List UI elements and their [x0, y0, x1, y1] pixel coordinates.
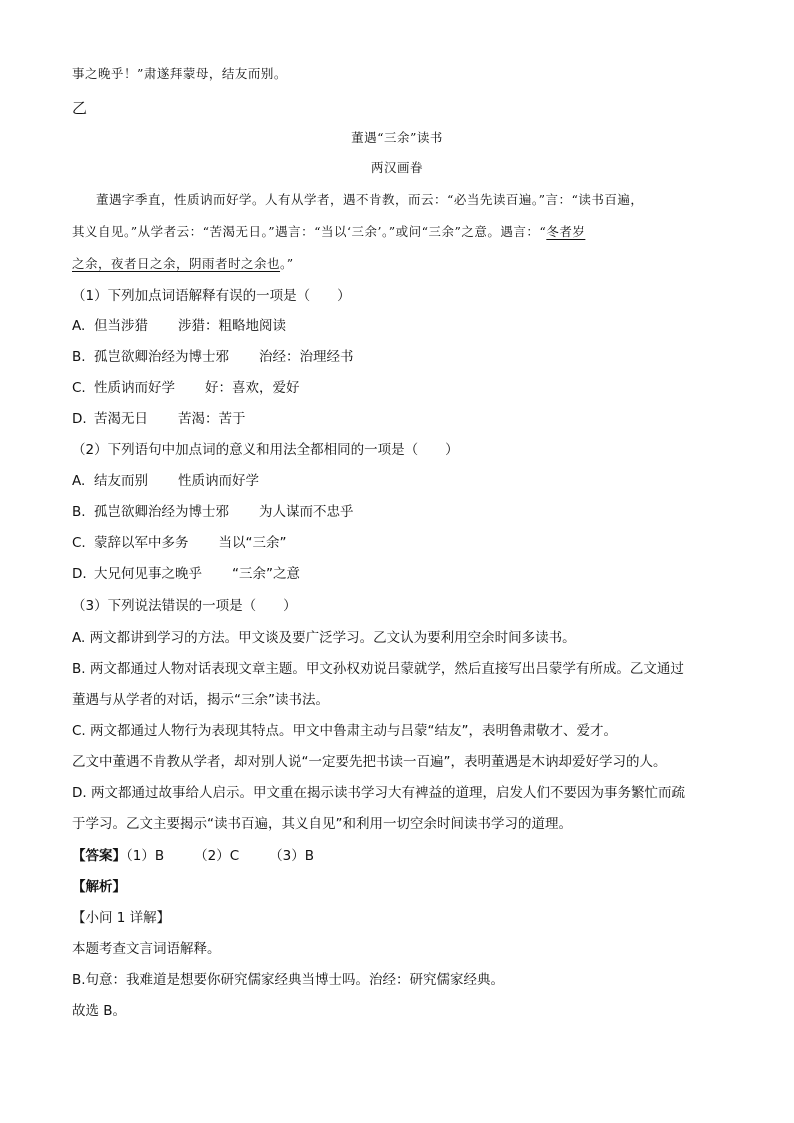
q2-option-a	[72, 471, 259, 491]
q1-option-a-gloss: 涉猎：粗略地阅读	[178, 318, 286, 334]
q1-option-b-label: B.	[72, 349, 86, 365]
analysis-line-2: B.句意：我难道是想要你研究儒家经典当博士吗。治经：研究儒家经典。	[72, 972, 505, 988]
q1-option-d-gloss: 苦渴：苦于	[178, 411, 246, 427]
q3-option-a: A. 两文都讲到学习的方法。甲文谈及要广泛学习。乙文认为要利用空余时间多读书。	[72, 630, 576, 646]
q1-option-a	[72, 316, 286, 336]
passage-p2-text: 其义自见。”从学者云：“苦渴无日。”遇言：“当以‘三余’。”或问“三余”之意。遇言：“	[72, 224, 547, 239]
q2-option-d	[72, 564, 300, 584]
q2-option-b-phrase: 孤岂欲卿治经为博士邪	[94, 504, 229, 520]
q2-option-c-label: C.	[72, 535, 86, 551]
passage-source: 两汉画眷	[370, 160, 423, 175]
q3-option-c-line-1: C. 两文都通过人物行为表现其特点。甲文中鲁肃主动与吕蒙“结友”，表明鲁肃敬才、爱才。	[72, 723, 617, 739]
q1-option-a-phrase: 但当涉猎	[94, 318, 148, 334]
q2-option-c-gloss: 当以“三余”	[218, 535, 287, 551]
q1-option-c-gloss: 好：喜欢，爱好	[205, 380, 300, 396]
q2-option-d-label: D.	[72, 566, 87, 582]
analysis-line-1: 本题考查文言词语解释。	[72, 941, 221, 957]
answer-label: 【答案】	[72, 848, 126, 864]
q3-option-c-line-2: 乙文中董遇不肯教从学者，却对别人说“一定要先把书读一百遍”，表明董遇是木讷却爱好学习的人。	[72, 754, 667, 770]
answer-line	[72, 846, 314, 866]
q3-option-d-line-2: 于学习。乙文主要揭示“读书百遍，其义自见”和利用一切空余时间读书学习的道理。	[72, 816, 572, 832]
q2-option-a-phrase: 结友而别	[94, 473, 148, 489]
q1-option-d-label: D.	[72, 411, 87, 427]
q2-option-b-gloss: 为人谋而不忠乎	[259, 504, 354, 520]
q2-option-a-label: A.	[72, 473, 86, 489]
q1-option-c-phrase: 性质讷而好学	[94, 380, 175, 396]
q1-option-d	[72, 409, 246, 429]
q3-stem: （3）下列说法错误的一项是（ ）	[72, 598, 297, 614]
q1-stem: （1）下列加点词语解释有误的一项是（ ）	[72, 288, 351, 304]
q2-option-d-phrase: 大兄何见事之晚乎	[94, 566, 202, 582]
passage-paragraph-line-1: 董遇字季直，性质讷而好学。人有从学者，遇不肯教，而云：“必当先读百遍。”言：“读书百遍，	[96, 192, 644, 207]
answer-1: （1）B	[126, 848, 165, 864]
q1-option-b	[72, 347, 354, 367]
q2-option-b	[72, 502, 354, 522]
analysis-subheading-1: 【小问 1 详解】	[72, 910, 171, 926]
passage-p3-end: 。”	[280, 256, 294, 271]
q2-option-c-phrase: 蒙辞以军中多务	[94, 535, 189, 551]
q2-option-a-gloss: 性质讷而好学	[178, 473, 259, 489]
passage-line-top: 事之晚乎！”肃遂拜蒙母，结友而别。	[72, 66, 287, 81]
q1-option-a-label: A.	[72, 318, 86, 334]
q3-option-b-line-1: B. 两文都通过人物对话表现文章主题。甲文孙权劝说吕蒙就学，然后直接写出吕蒙学有所成。乙文通过	[72, 661, 684, 677]
q1-option-b-gloss: 治经：治理经书	[259, 349, 354, 365]
q2-option-d-gloss: “三余”之意	[232, 566, 300, 582]
q1-option-c	[72, 378, 300, 398]
q3-option-b-line-2: 董遇与从学者的对话，揭示“三余”读书法。	[72, 692, 329, 708]
q2-option-c	[72, 533, 287, 553]
analysis-label: 【解析】	[72, 879, 126, 895]
passage-title: 董遇“三余”读书	[351, 130, 443, 145]
passage-paragraph-line-2	[72, 222, 585, 242]
passage-p2-underlined: 冬者岁	[546, 224, 586, 239]
passage-paragraph-line-3	[72, 254, 294, 274]
q1-option-b-phrase: 孤岂欲卿治经为博士邪	[94, 349, 229, 365]
q2-option-b-label: B.	[72, 504, 86, 520]
q3-option-d-line-1: D. 两文都通过故事给人启示。甲文重在揭示读书学习大有裨益的道理，启发人们不要因为事务繁忙而疏	[72, 785, 685, 801]
q2-stem: （2）下列语句中加点词的意义和用法全都相同的一项是（ ）	[72, 442, 459, 458]
passage-label-yi: 乙	[72, 99, 88, 117]
answer-2: （2）C	[194, 848, 240, 864]
passage-p3-underlined: 之余，夜者日之余，阴雨者时之余也	[72, 256, 281, 271]
q1-option-c-label: C.	[72, 380, 86, 396]
q1-option-d-phrase: 苦渴无日	[94, 411, 148, 427]
analysis-line-3: 故选 B。	[72, 1003, 127, 1019]
answer-3: （3）B	[269, 848, 314, 864]
